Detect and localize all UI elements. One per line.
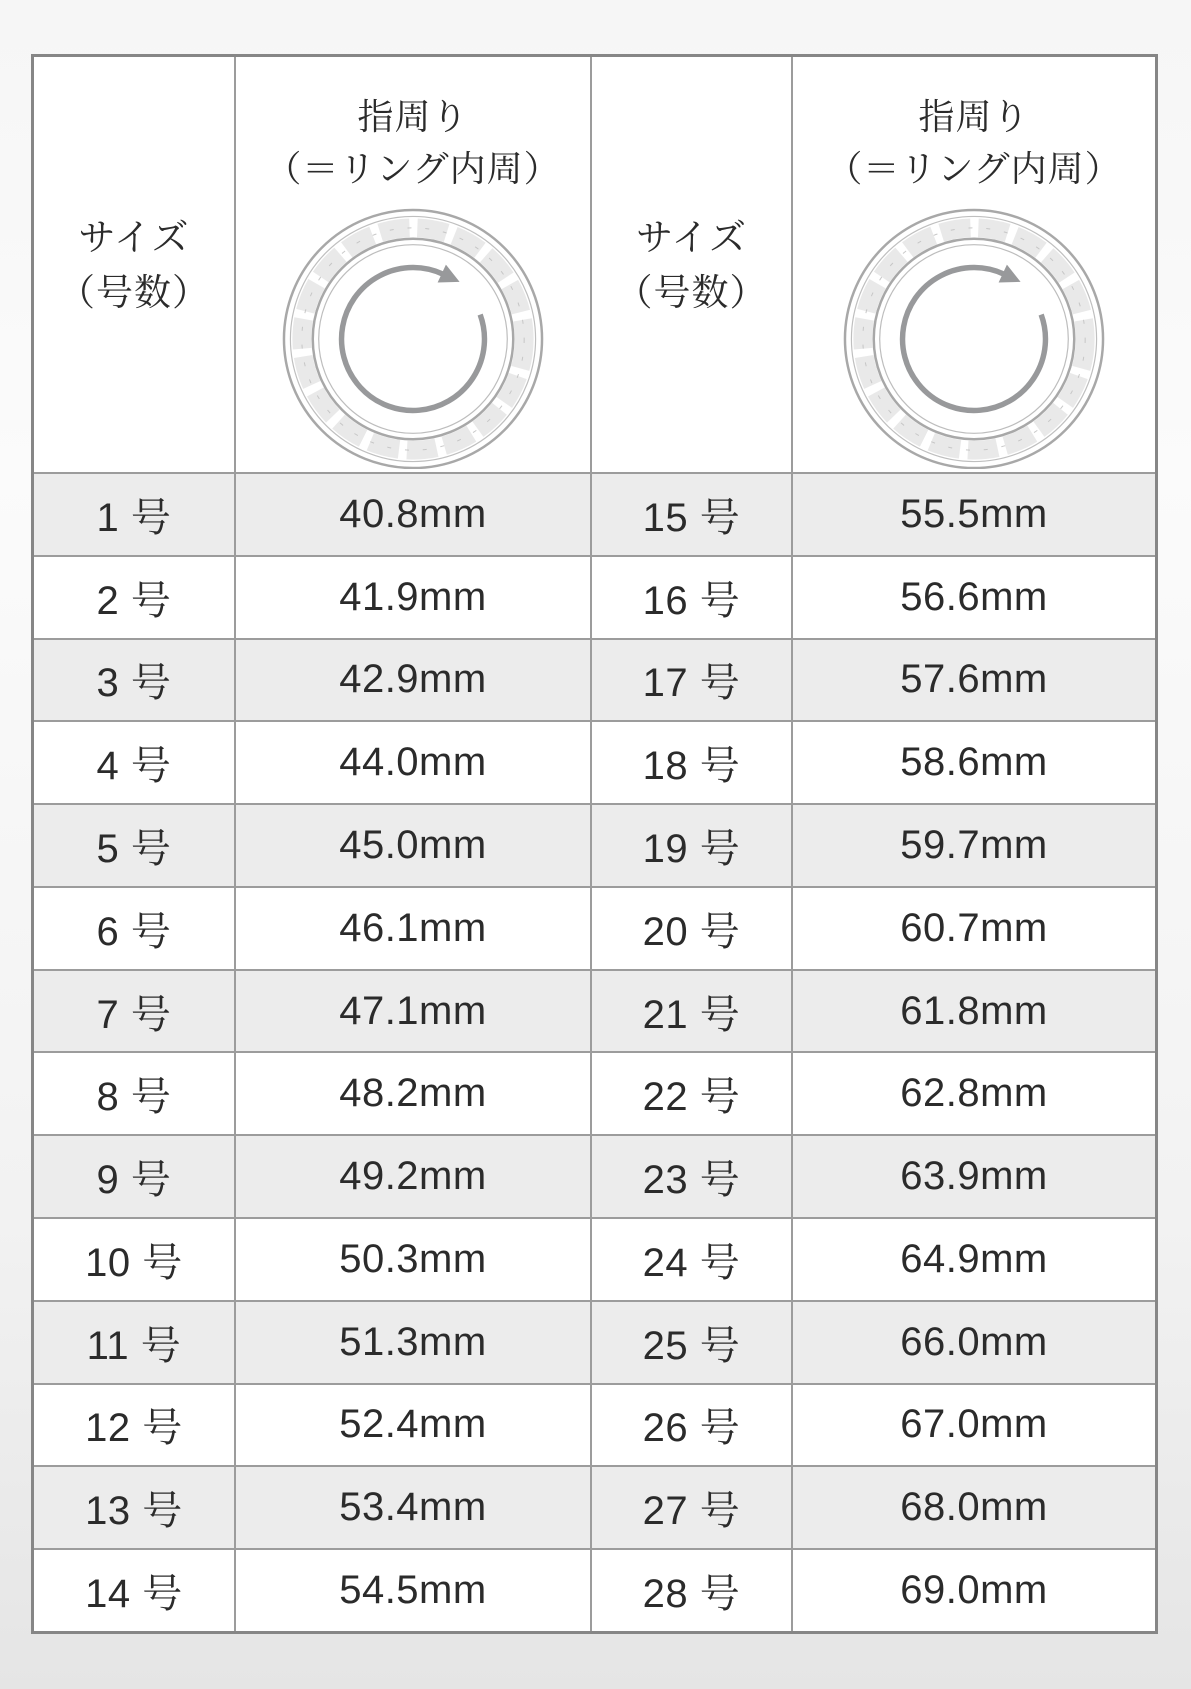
circumference-cell: 55.5mm (900, 491, 1048, 536)
size-cell: 26 号 (592, 1385, 793, 1466)
size-cell: 25 号 (592, 1302, 793, 1383)
table-row (34, 557, 1155, 640)
size-cell: 19 号 (592, 805, 793, 886)
circumference-cell: 45.0mm (236, 805, 592, 886)
table-row (34, 1302, 1155, 1385)
circumference-cell: 60.7mm (900, 905, 1048, 950)
table-row (34, 1053, 1155, 1136)
table-row (34, 1385, 1155, 1468)
size-cell: 16 号 (592, 557, 793, 638)
size-cell: 17 号 (592, 640, 793, 721)
circumference-cell: 68.0mm (900, 1485, 1048, 1530)
table-row (34, 640, 1155, 723)
size-cell: 1 号 (34, 474, 236, 555)
size-cell: 22 号 (592, 1053, 793, 1134)
circumference-cell: 48.2mm (236, 1053, 592, 1134)
table-row (34, 474, 1155, 557)
size-cell: 3 号 (34, 640, 236, 721)
header-size-cell-right (592, 57, 793, 474)
table-header-row (34, 57, 1155, 469)
circumference-title: 指周り (918, 96, 1030, 137)
circumference-header-label (265, 91, 560, 195)
circumference-cell: 59.7mm (900, 823, 1048, 868)
circumference-cell: 42.9mm (236, 640, 592, 721)
circumference-cell: 69.0mm (900, 1568, 1048, 1613)
circumference-cell: 52.4mm (236, 1385, 592, 1466)
table-row (34, 722, 1155, 805)
table-row (34, 805, 1155, 888)
size-cell: 15 号 (592, 474, 793, 555)
size-title: サイズ (635, 216, 747, 258)
size-cell: 4 号 (34, 722, 236, 803)
size-cell: 28 号 (592, 1550, 793, 1631)
size-subtitle: （号数） (57, 272, 210, 314)
table-row (34, 971, 1155, 1054)
circumference-cell: 56.6mm (900, 574, 1048, 619)
size-cell: 9 号 (34, 1136, 236, 1217)
header-circumference-cell-right (793, 57, 1155, 474)
ring-band-pattern (284, 210, 542, 468)
circumference-subtitle: （＝リング内周） (826, 148, 1122, 190)
size-cell: 14 号 (34, 1550, 236, 1631)
circumference-cell: 41.9mm (236, 557, 592, 638)
size-cell: 20 号 (592, 888, 793, 969)
circumference-cell: 57.6mm (900, 657, 1048, 702)
circumference-cell: 64.9mm (900, 1236, 1048, 1281)
table-row (34, 888, 1155, 971)
circumference-cell: 50.3mm (236, 1219, 592, 1300)
circumference-cell: 58.6mm (900, 740, 1048, 785)
circumference-header-label (826, 91, 1121, 195)
size-cell: 11 号 (34, 1302, 236, 1383)
circumference-cell: 54.5mm (236, 1550, 592, 1631)
circumference-cell: 47.1mm (236, 971, 592, 1052)
circumference-subtitle: （＝リング内周） (265, 148, 561, 190)
table-row (34, 1467, 1155, 1550)
header-circumference-cell-left (236, 57, 592, 474)
size-header-label (58, 210, 210, 321)
circumference-cell: 62.8mm (900, 1071, 1048, 1116)
ring-illustration (840, 205, 1108, 473)
circumference-cell: 51.3mm (236, 1302, 592, 1383)
circumference-cell: 46.1mm (236, 888, 592, 969)
size-cell: 13 号 (34, 1467, 236, 1548)
circumference-cell: 40.8mm (236, 474, 592, 555)
size-cell: 10 号 (34, 1219, 236, 1300)
size-cell: 21 号 (592, 971, 793, 1052)
circumference-cell: 67.0mm (900, 1402, 1048, 1447)
size-header-label (615, 210, 767, 321)
size-cell: 12 号 (34, 1385, 236, 1466)
size-cell: 7 号 (34, 971, 236, 1052)
size-cell: 27 号 (592, 1467, 793, 1548)
size-title: サイズ (78, 216, 190, 258)
size-cell: 24 号 (592, 1219, 793, 1300)
ring-band-pattern (845, 210, 1103, 468)
size-cell: 6 号 (34, 888, 236, 969)
circumference-cell: 44.0mm (236, 722, 592, 803)
circumference-title: 指周り (357, 96, 469, 137)
ring-size-table (31, 54, 1158, 1634)
ring-illustration (279, 205, 547, 473)
circumference-cell: 66.0mm (900, 1319, 1048, 1364)
size-cell: 5 号 (34, 805, 236, 886)
circumference-cell: 53.4mm (236, 1467, 592, 1548)
size-subtitle: （号数） (615, 272, 768, 314)
circumference-cell: 49.2mm (236, 1136, 592, 1217)
table-row (34, 1136, 1155, 1219)
circumference-cell: 63.9mm (900, 1154, 1048, 1199)
circumference-cell: 61.8mm (900, 988, 1048, 1033)
size-cell: 8 号 (34, 1053, 236, 1134)
table-row (34, 1550, 1155, 1631)
size-cell: 23 号 (592, 1136, 793, 1217)
header-size-cell-left (34, 57, 236, 474)
size-cell: 18 号 (592, 722, 793, 803)
table-row (34, 1219, 1155, 1302)
size-cell: 2 号 (34, 557, 236, 638)
